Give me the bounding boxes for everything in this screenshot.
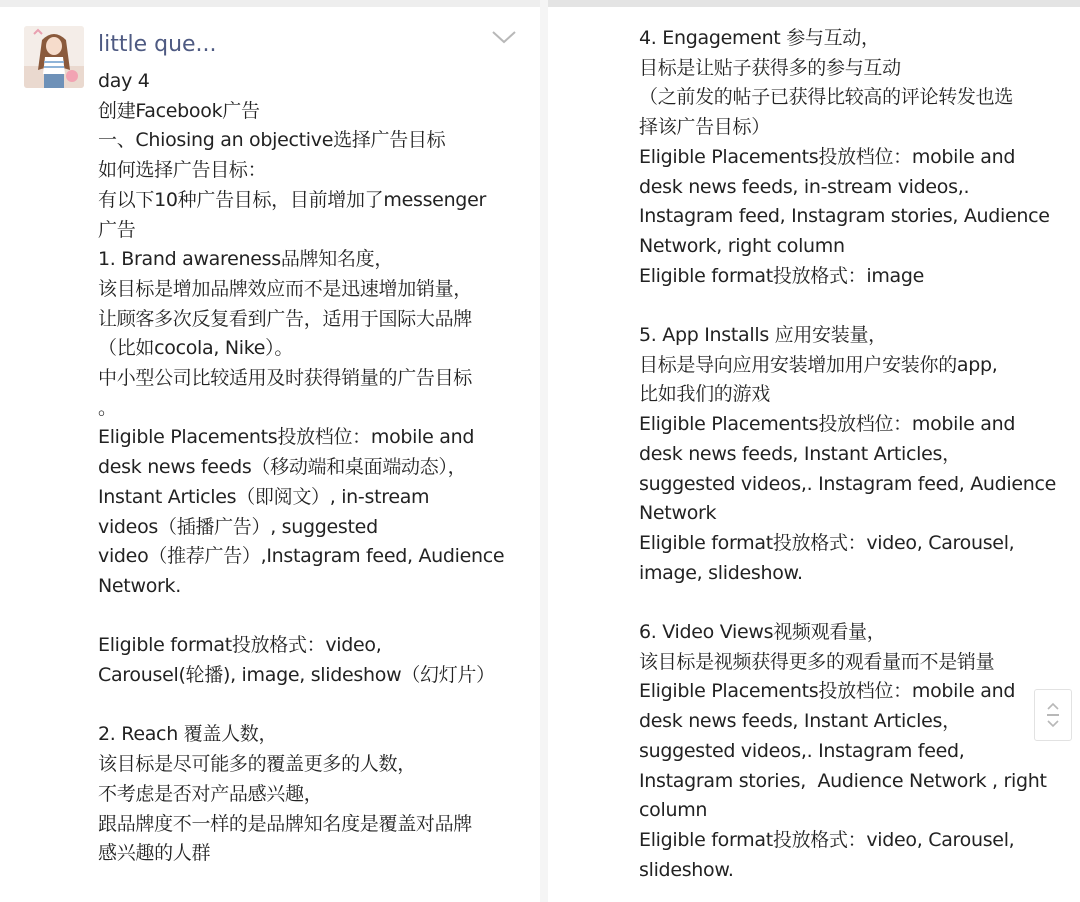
post-body-left: day 4 创建Facebook广告 一、Chiosing an objective选择广告目标 如何选择广告目标： 有以下10种广告目标，目前增加了messenger 广告 1. Brand awareness品牌知名度， 该目标是增加品牌效应而不是迅速增加销量， 让顾客多次反复看到广告，适用于国际大品牌 （比如cocola, Nike）。 中小型公司比较适用及时获得销量的广告目标 。 Eligible Placements投放档位：mobile and desk news feeds（移动端和桌面端动态）， Instant Articles（即阅文）, in-stream videos（插播广告）, suggested video（推荐广告）,Instagram feed, Audience Network. Eligible format投放格式：video, Carousel(轮播), image, slideshow（幻灯片） 2. Reach 覆盖人数， 该目标是尽可能多的覆盖更多的人数， 不考虑是否对产品感兴趣， 跟品牌度不一样的是品牌知名度是覆盖对品牌 感兴趣的人群 — [98, 70, 505, 865]
panel-divider — [540, 0, 548, 902]
post-author-name[interactable]: little que... — [98, 32, 217, 57]
collapse-button[interactable] — [1034, 689, 1072, 741]
collapse-divide-icon — [1035, 690, 1071, 740]
post-body-right: 4. Engagement 参与互动， 目标是让贴子获得多的参与互动 （之前发的帖子已获得比较高的评论转发也选 择该广告目标） Eligible Placements投放档位：mobile and desk news feeds, in-stream videos,. Instagram feed, Instagram stories, Audience Network, right column Eligible format投放格式：image 5. App Installs 应用安装量， 目标是导向应用安装增加用户安装你的app, 比如我们的游戏 Eligible Placements投放档位：mobile and desk news feeds, Instant Articles， suggested videos,. Instagram feed, Audience Network Eligible format投放格式：video, Carousel, image, slideshow. 6. Video Views视频观看量， 该目标是视频获得更多的观看量而不是销量 Eligible Placements投放档位：mobile and desk news feeds, Instant Articles， suggested videos,. Instagram feed, Instagram stories, Audience Network , right column Eligible format投放格式：video, Carousel, slideshow. — [639, 27, 1057, 881]
avatar[interactable] — [24, 26, 84, 88]
right-screenshot-panel — [548, 0, 1080, 902]
chevron-down-icon[interactable] — [491, 28, 517, 46]
avatar-girl-illustration-icon — [24, 26, 84, 88]
